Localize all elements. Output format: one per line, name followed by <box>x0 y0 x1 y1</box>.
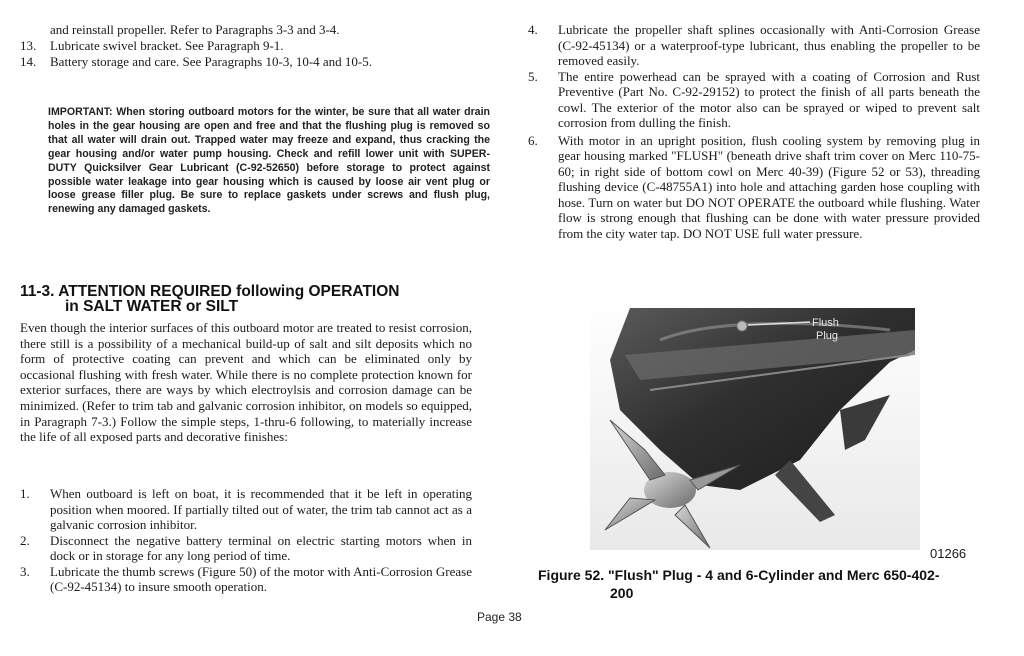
section-paragraph: Even though the interior surfaces of this outboard motor are treated to resist corrosion, there still is a possibility of a mechanical build-up of salt and silt deposits which no form of protective coating can prevent and which can be eliminated only by occasional flushing with fresh water. While there is no complete protection known for exterior surfaces, there are ways by which electroylsis and corrosion damage can be minimized. (Refer to trim tab and galvanic corrosion inhibitor, on models so equipped, in Paragraph 7-3.) Follow the simple steps, 1-thru-6 following, to materially increase the life of all exposed parts and decorative finishes: <box>20 320 472 445</box>
list-item-number: 14. <box>20 53 37 69</box>
step-number: 5. <box>528 68 538 84</box>
gear-housing-photo <box>590 300 920 550</box>
plug-label: Plug <box>816 330 839 342</box>
step-number: 4. <box>528 22 538 37</box>
step-text: The entire powerhead can be sprayed with a coating of Corrosion and Rust Preventive (Part No. C-92-29152) to protect the finish of all parts beneath the cowl. The exterior of the motor also can be sprayed or wiped to prevent salt corrosion from dulling the finish. <box>558 68 980 130</box>
list-item-text: Battery storage and care. See Paragraphs 10-3, 10-4 and 10-5. <box>50 53 372 69</box>
important-label: IMPORTANT: <box>48 106 113 118</box>
list-item <box>20 54 472 70</box>
step-number: 6. <box>528 132 538 148</box>
step-text: With motor in an upright position, flush cooling system by removing plug in gear housing marked "FLUSH" (beneath drive shaft trim cover on Merc 110-75-60; in right side of bottom cowl on Merc 40-39) (Figure 52 or 53), threading flushing device (C-48755A1) into hole and attaching garden hose coupling with hose. Turn on water but DO NOT OPERATE the outboard while flushing. Water flow is strong enough that flushing can be done with water pressure provided from the city water tap. DO NOT USE full water pressure. <box>558 132 980 241</box>
step-text: Lubricate the propeller shaft splines occasionally with Anti-Corrosion Grease (C-92-45134) or a waterproof-type lubricant, thus enabling the propeller to be removed easily. <box>558 22 980 68</box>
section-heading-line2: in SALT WATER or SILT <box>65 298 239 315</box>
figure-caption-line1: Figure 52. "Flush" Plug - 4 and 6-Cylinder and Merc 650-402- <box>538 567 940 583</box>
figure-number: 01266 <box>930 546 967 561</box>
list-item <box>20 38 472 54</box>
step-number: 3. <box>20 563 30 579</box>
step-item <box>528 22 980 69</box>
steps-list <box>20 486 472 595</box>
step-item <box>528 69 980 131</box>
list-item-text: Lubricate swivel bracket. See Paragraph 9-1. <box>50 38 284 53</box>
step-item <box>20 486 472 533</box>
step-number: 2. <box>20 532 30 548</box>
step-number: 1. <box>20 486 30 501</box>
important-text: When storing outboard motors for the winter, be sure that all water drain holes in the gear housing are open and free and that the flushing plug is removed so that all water will drain out. Trapped water may freeze and expand, thus cracking the gear housing and/or water pump housing. Check and refill lower unit with SUPER-DUTY Quicksilver Gear Lubricant (C-92-52650) before storage to protect against possible water leakage into gear housing which is caused by loose air vent plug or loose grease filler plug. Be sure to replace gaskets under screws and flush plug, renewing any damaged gaskets. <box>48 106 490 216</box>
section-heading-line1: 11-3. ATTENTION REQUIRED following OPERATION <box>20 283 400 300</box>
page-number: Page 38 <box>477 610 522 624</box>
step-text: Lubricate the thumb screws (Figure 50) of the motor with Anti-Corrosion Grease (C-92-45134) to insure smooth operation. <box>50 563 472 594</box>
figure-caption-line2: 200 <box>610 585 634 601</box>
step-item <box>20 564 472 595</box>
top-list <box>20 38 472 69</box>
figure-caption <box>538 566 998 602</box>
gear-housing-illustration <box>590 300 920 550</box>
step-text: Disconnect the negative battery terminal on electric starting motors when in dock or in storage for any long period of time. <box>50 532 472 563</box>
flush-label: Flush <box>812 317 839 329</box>
right-steps-list <box>528 22 980 241</box>
step-text: When outboard is left on boat, it is recommended that it be left in operating position when moored. If partially tilted out of water, the trim tab cannot act as a galvanic corrosion inhibitor. <box>50 486 472 532</box>
continued-line: and reinstall propeller. Refer to Paragraphs 3-3 and 3-4. <box>50 22 340 37</box>
step-item <box>20 533 472 564</box>
important-note <box>48 106 490 217</box>
list-item-number: 13. <box>20 38 37 53</box>
section-heading <box>20 284 480 314</box>
step-item <box>528 133 980 242</box>
